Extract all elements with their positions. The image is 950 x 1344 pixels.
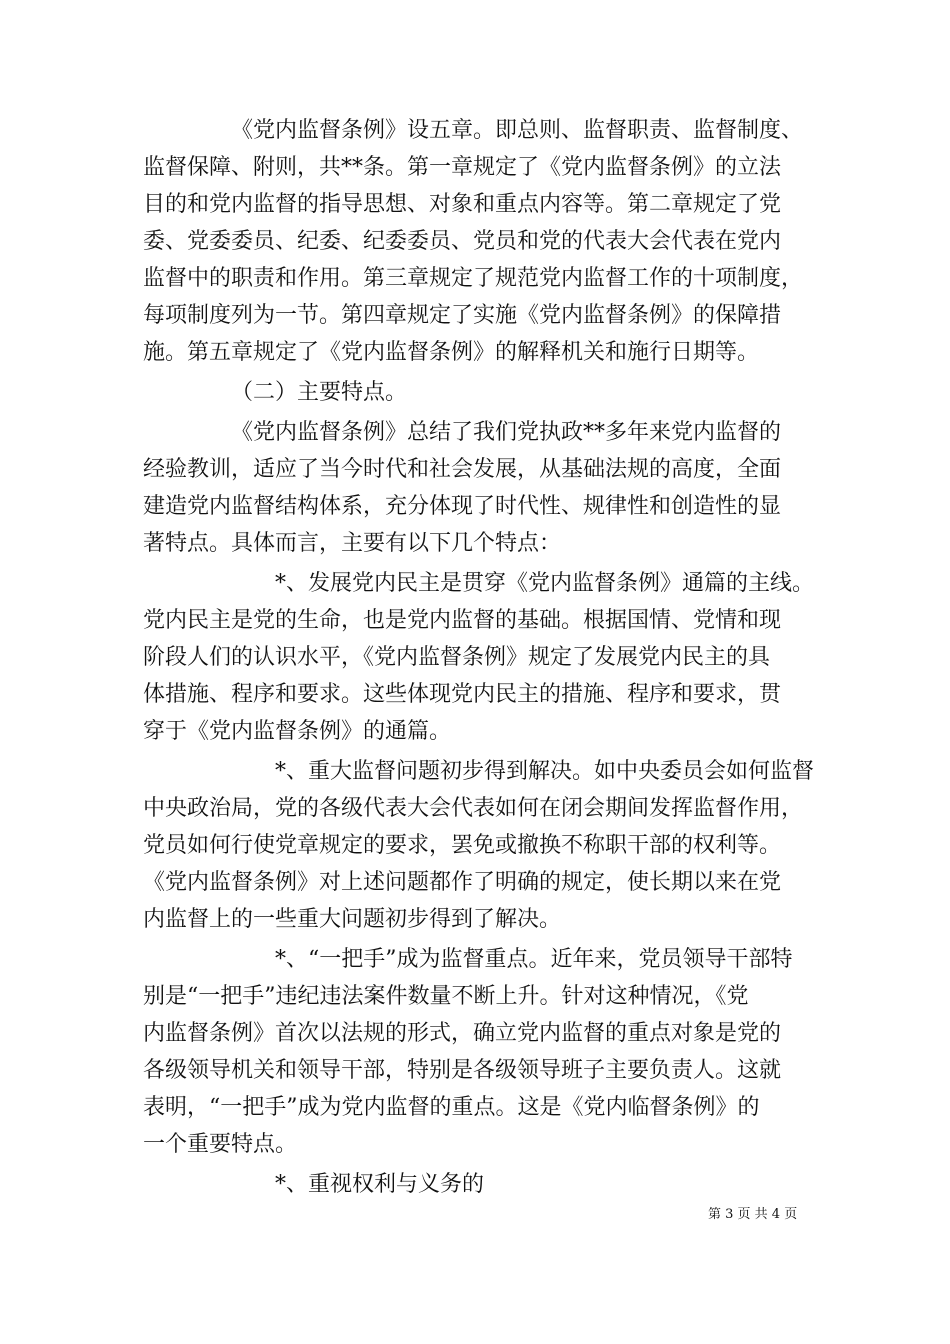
paragraph-p2 [143, 374, 811, 411]
page-number: 第 3 页 共 4 页 [708, 1207, 798, 1222]
text-line: 内监督上的一些重大问题初步得到了解决。 [143, 907, 562, 932]
body-text [143, 112, 815, 1203]
text-line: *、“一把手”成为监督重点。近年来，党员领导干部特 [275, 947, 793, 972]
text-line: 各级领导机关和领导干部，特别是各级领导班子主要负责人。这就 [143, 1058, 782, 1083]
paragraph-p7 [143, 1166, 811, 1203]
paragraph-p3 [143, 414, 811, 562]
text-line: 《党内监督条例》设五章。即总则、监督职责、监督制度、 [231, 118, 804, 143]
text-line: 委、党委委员、纪委、纪委委员、党员和党的代表大会代表在党内 [143, 229, 782, 254]
text-line: 建造党内监督结构体系，充分体现了时代性、规律性和创造性的显 [143, 494, 782, 519]
paragraph-p6 [143, 941, 811, 1163]
text-line: 内监督条例》首次以法规的形式，确立党内监督的重点对象是党的 [143, 1021, 782, 1046]
text-line: 中央政治局，党的各级代表大会代表如何在闭会期间发挥监督作用， [143, 796, 804, 821]
text-line: *、发展党内民主是贯穿《党内监督条例》通篇的主线。 [275, 571, 815, 596]
text-line: 穿于《党内监督条例》的通篇。 [143, 719, 452, 744]
text-line: 党内民主是党的生命，也是党内监督的基础。根据国情、党情和现 [143, 608, 782, 633]
text-line: *、重视权利与义务的 [275, 1172, 485, 1197]
text-line: 每项制度列为一节。第四章规定了实施《党内监督条例》的保障措 [143, 303, 782, 328]
text-line: 监督保障、附则，共**条。第一章规定了《党内监督条例》的立法 [143, 155, 782, 180]
text-line: （二）主要特点。 [231, 380, 408, 405]
text-line: 监督中的职责和作用。第三章规定了规范党内监督工作的十项制度， [143, 266, 804, 291]
text-line: 一个重要特点。 [143, 1132, 298, 1157]
text-line: 阶段人们的认识水平，《党内监督条例》规定了发展党内民主的具 [143, 645, 771, 670]
text-line: 表明，“一把手”成为党内监督的重点。这是《党内临督条例》的 [143, 1095, 760, 1120]
text-line: 党员如何行使党章规定的要求，罢免或撤换不称职干部的权利等。 [143, 833, 782, 858]
text-line: 《党内监督条例》总结了我们党执政**多年来党内监督的 [231, 420, 782, 445]
text-line: 别是“一把手”违纪违法案件数量不断上升。针对这种情况，《党 [143, 984, 749, 1009]
text-line: *、重大监督问题初步得到解决。如中央委员会如何监督 [275, 759, 815, 784]
text-line: 体措施、程序和要求。这些体现党内民主的措施、程序和要求，贯 [143, 682, 782, 707]
paragraph-p4 [143, 565, 815, 750]
text-line: 目的和党内监督的指导思想、对象和重点内容等。第二章规定了党 [143, 192, 782, 217]
paragraph-p5 [143, 753, 815, 938]
text-line: 施。第五章规定了《党内监督条例》的解释机关和施行日期等。 [143, 340, 760, 365]
text-line: 经验教训，适应了当今时代和社会发展，从基础法规的高度，全面 [143, 457, 782, 482]
text-line: 著特点。具体而言，主要有以下几个特点： [143, 531, 562, 556]
paragraph-p1 [143, 112, 811, 371]
text-line: 《党内监督条例》对上述问题都作了明确的规定，使长期以来在党 [143, 870, 782, 895]
